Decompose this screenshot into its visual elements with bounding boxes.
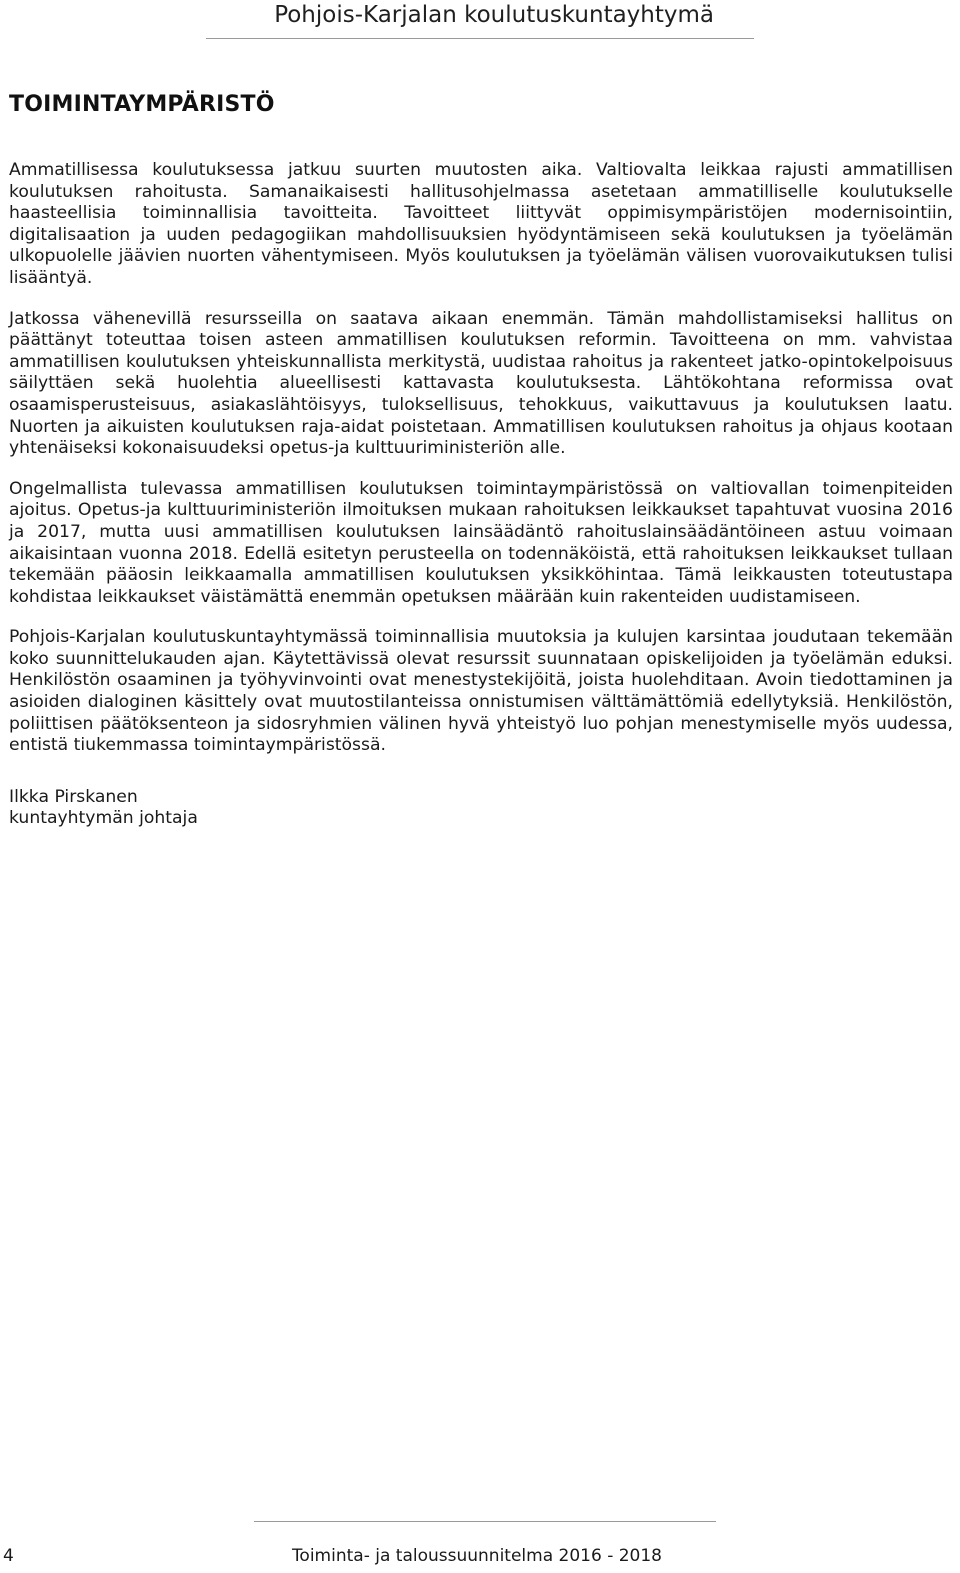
body-text [9, 160, 953, 849]
paragraph-3: Ongelmallista tulevassa ammatillisen koulutuksen toimintaympäristössä on valtiovallan toimenpiteiden ajoitus. Opetus-ja kulttuuriministeriön ilmoituksen mukaan rahoituksen leikkaukset tapahtuvat vuosina 2016 ja 2017, mutta uusi ammatillisen koulutuksen lainsäädäntö rahoituslainsäädäntöineen astuu voimaan aikaisintaan vuonna 2018. Edellä esitetyn perusteella on todennäköistä, että rahoituksen leikkaukset tullaan tekemään pääosin leikkaamalla ammatillisen koulutuksen yksikköhintaa. Tämä leikkausten toteutustapa kohdistaa leikkaukset väistämättä enemmän opetuksen määrään kuin rakenteiden uudistamiseen. [9, 478, 953, 607]
header-divider [206, 38, 754, 39]
page-number: 4 [3, 1546, 14, 1566]
paragraph-4: Pohjois-Karjalan koulutuskuntayhtymässä toiminnallisia muutoksia ja kulujen karsintaa joudutaan tekemään koko suunnittelukauden ajan. Käytettävissä olevat resurssit suunnataan opiskelijoiden ja työelämän eduksi. Henkilöstön osaaminen ja työhyvinvointi ovat menestystekijöitä, joista huolehditaan. Avoin tiedottaminen ja asioiden dialoginen käsittely ovat muutostilanteissa onnistumisen välttämättömiä edellytyksiä. Henkilöstön, poliittisen päätöksenteon ja sidosryhmien välinen hyvä yhteistyö luo pohjan menestymiselle myös uudessa, entistä tiukemmassa toimintaympäristössä. [9, 627, 953, 756]
document-title: Toiminta- ja taloussuunnitelma 2016 - 2018 [291, 1546, 662, 1566]
paragraph-1: Ammatillisessa koulutuksessa jatkuu suurten muutosten aika. Valtiovalta leikkaa rajusti ammatillisen koulutuksen rahoitusta. Samanaikaisesti hallitusohjelmassa asetetaan ammatilliselle koulutukselle haasteellisia toiminnallisia tavoitteita. Tavoitteet liittyvät oppimisympäristöjen modernisointiin, digitalisaation ja uuden pedagogiikan mahdollisuuksien hyödyntämiseen sekä koulutuksen ja työelämän ulkopuolelle jäävien nuorten vähentymiseen. Myös koulutuksen ja työelämän välisen vuorovaikutuksen tulisi lisääntyä. [9, 160, 953, 288]
footer-divider [254, 1521, 716, 1522]
organization-name: Pohjois-Karjalan koulutuskuntayhtymä [274, 2, 714, 28]
section-heading: TOIMINTAYMPÄRISTÖ [9, 92, 275, 117]
signature-name: Ilkka Pirskanen [9, 786, 138, 807]
signature-title: kuntayhtymän johtaja [9, 808, 198, 829]
paragraph-2: Jatkossa vähenevillä resursseilla on saatava aikaan enemmän. Tämän mahdollistamiseksi hallitus on päättänyt toteuttaa toisen asteen ammatillisen koulutuksen reformin. Tavoitteena on mm. vahvistaa ammatillisen koulutuksen yhteiskunnallista merkitystä, uudistaa rahoitus ja rakenteet jatko-opintokelpoisuus säilyttäen sekä huolehtia alueellisesti kattavasta koulutuksesta. Lähtökohtana reformissa ovat osaamisperusteisuus, asiakaslähtöisyys, tuloksellisuus, tehokkuus, vaikuttavuus ja koulutuksen laatu. Nuorten ja aikuisten koulutuksen raja-aidat poistetaan. Ammatillisen koulutuksen rahoitus ja ohjaus kootaan yhtenäiseksi kokonaisuudeksi opetus-ja kulttuuriministeriön alle. [9, 308, 953, 459]
signature [9, 787, 953, 830]
